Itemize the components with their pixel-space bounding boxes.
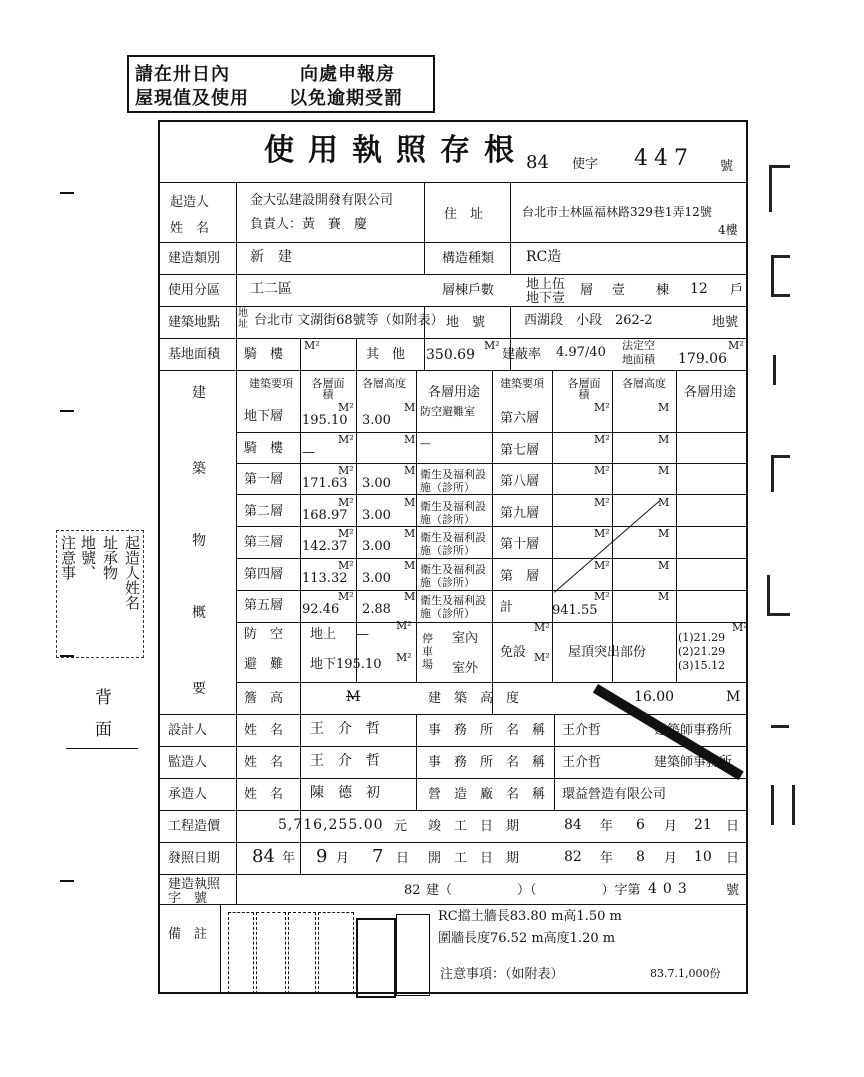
roof-label: 屋頂突出部份: [568, 645, 647, 660]
site-label: 建築地點: [168, 315, 221, 330]
stamp-line1: 請在卅日內: [135, 64, 230, 85]
stamp-line2: 屋現值及使用: [135, 88, 249, 109]
col-item: 建築要項: [249, 377, 293, 390]
units-count: 12: [690, 281, 708, 297]
ratio-value: 4.97/40: [556, 345, 606, 360]
lot-suffix: 地號: [712, 315, 739, 330]
roof-value-2: (2)21.29: [678, 645, 726, 658]
cost-value: 5,716,255.00: [278, 817, 384, 833]
right-margin-marks: [765, 155, 793, 855]
permit-build-number: 403: [648, 881, 693, 897]
seal-4: [318, 912, 354, 994]
contractor-label: 承造人: [168, 787, 208, 802]
arcade-label: 騎 樓: [244, 347, 284, 362]
complete-day: 21: [694, 817, 712, 833]
floor-name: 第四層: [244, 566, 284, 582]
permit-number: 447: [634, 146, 694, 171]
start-day: 10: [694, 849, 712, 865]
lot-value: 西湖段 小段 262-2: [524, 313, 653, 328]
back-note-2: 面: [95, 720, 112, 740]
contractor-company: 環益營造有限公司: [562, 787, 667, 802]
eave-value: M: [346, 689, 361, 705]
floor-height: 3.00: [362, 507, 391, 523]
permit-label: 建造執照: [168, 877, 221, 892]
floor-height: 2.88: [362, 602, 391, 617]
floor-name: 第一層: [244, 472, 284, 487]
floor-area: 113.32: [302, 570, 348, 586]
permit-prefix: 82: [404, 883, 421, 898]
structure-value: RC造: [526, 249, 562, 265]
floor-use: 衛生及福利設: [420, 562, 486, 576]
cost-label: 工程造價: [168, 819, 221, 834]
contractor-name: 陳 德 初: [310, 785, 380, 801]
area-label: 基地面積: [168, 347, 221, 362]
floors-below: 地下壹: [526, 291, 566, 306]
margin-mark: [60, 410, 74, 412]
height-label: 建 築 高 度: [428, 691, 520, 706]
form-title: 使用執照存根: [264, 133, 528, 168]
floor-name-right: 第六層: [500, 411, 540, 426]
floor-name: 騎 樓: [244, 440, 284, 456]
lot-label: 地 號: [446, 315, 486, 330]
start-month: 8: [636, 849, 645, 865]
print-info: 83.7.1,000份: [650, 967, 721, 980]
seal-2: [256, 912, 286, 994]
builder-address: 台北市士林區福林路329巷1弄12號: [522, 205, 712, 219]
strike-line: [554, 500, 660, 593]
floor-name: 第三層: [244, 535, 284, 550]
structure-label: 構造種類: [442, 251, 495, 266]
col-height: 各層高度: [362, 377, 406, 390]
builder-label: 起造人: [170, 195, 210, 210]
site-address-tag: 地址: [238, 308, 248, 330]
issue-month: 9: [316, 846, 328, 867]
supervisor-label: 監造人: [168, 755, 208, 770]
site-value: 台北市 文湖街68號等（如附表）: [254, 313, 444, 328]
complete-year: 84: [564, 817, 582, 833]
ratio-label: 建蔽率: [502, 347, 542, 362]
seal-3: [288, 912, 316, 994]
attention-note: 注意事項：（如附表）: [440, 967, 564, 982]
builder-rep: 負責人：黃 賽 慶: [250, 217, 368, 232]
floor-use: 衛生及福利設: [420, 499, 486, 513]
number-suffix: 號: [720, 159, 734, 174]
issue-year: 84: [252, 846, 275, 867]
issue-day: 7: [372, 846, 384, 867]
parking-label: 停車場: [422, 632, 433, 671]
complete-month: 6: [636, 817, 645, 833]
floor-name: 第五層: [244, 598, 284, 613]
floor-use: 衛生及福利設: [420, 468, 486, 481]
floor-area: 142.37: [302, 539, 348, 554]
floor-use: —: [420, 436, 431, 450]
roof-value-3: (3)15.12: [678, 659, 726, 672]
official-seal: [356, 918, 396, 998]
number-char: 使字: [572, 157, 599, 172]
floor-name-right: 第十層: [500, 537, 540, 552]
floor-use: 衛生及福利設: [420, 531, 486, 544]
type-value: 新 建: [250, 249, 292, 265]
floor-area: 171.63: [302, 476, 348, 491]
type-label: 建造類別: [168, 251, 221, 266]
floor-area: 92.46: [302, 602, 340, 617]
issue-label: 發照日期: [168, 851, 221, 866]
floor-name-right: 第 層: [500, 568, 540, 584]
shelter-below: 地下195.10: [310, 657, 382, 672]
col-use: 各層用途: [428, 385, 481, 400]
zone-value: 工二區: [250, 281, 292, 297]
floor-area: 195.10: [302, 413, 348, 428]
floor-name: 第二層: [244, 503, 284, 519]
designer-office: 王介哲: [562, 723, 602, 738]
floors-label: 層棟戶數: [442, 283, 495, 298]
floor-name-right: 第九層: [500, 505, 540, 521]
floor-area: —: [302, 444, 315, 460]
supervisor-name: 王 介 哲: [310, 753, 380, 769]
notes-label: 備 註: [168, 927, 208, 942]
designer-label: 設計人: [168, 723, 208, 738]
address-label: 住 址: [444, 207, 484, 222]
back-note-1: 背: [95, 688, 112, 708]
floor-height: 3.00: [362, 570, 391, 586]
builder-address-2: 4樓: [718, 223, 738, 237]
floor-height: 3.00: [362, 413, 391, 428]
other-value: 350.69: [426, 347, 475, 363]
supervisor-office: 王介哲: [562, 755, 602, 770]
builder-company: 金大弘建設開發有限公司: [250, 193, 394, 208]
parking-value: 免設: [500, 645, 527, 660]
floor-height: 3.00: [362, 539, 391, 554]
floor-name-right: 第七層: [500, 442, 540, 458]
floor-use: 衛生及福利設: [420, 594, 486, 607]
total-area: 941.55: [552, 603, 598, 618]
seal-1: [228, 912, 254, 994]
height-value: 16.00: [634, 689, 675, 705]
zone-label: 使用分區: [168, 283, 221, 298]
col-area: 各層面積: [311, 377, 345, 401]
builder-name-label: 姓 名: [170, 221, 210, 236]
designer-name: 王 介 哲: [310, 721, 380, 737]
side-stamp: 起造人姓名 址承物 地號、 注意事: [56, 530, 144, 658]
floor-use: 防空避難室: [420, 405, 475, 418]
margin-mark: [60, 192, 74, 194]
floor-name-right: 第八層: [500, 474, 540, 489]
floor-name-right: 計: [500, 600, 514, 615]
start-year: 82: [564, 849, 582, 865]
margin-line: [66, 748, 138, 749]
other-label: 其 他: [366, 347, 406, 362]
floor-area: 168.97: [302, 507, 348, 523]
retaining-wall: RC擋土牆長83.80 m高1.50 m: [438, 909, 622, 924]
number-prefix: 84: [526, 152, 549, 173]
floor-name: 地下層: [244, 409, 284, 424]
legal-open-area: 179.06: [678, 351, 727, 367]
fence-wall: 圍牆長度76.52 m高度1.20 m: [438, 931, 616, 946]
shelter-above: 地上: [310, 627, 337, 642]
floors-above: 地上伍: [526, 277, 566, 292]
roof-value-1: (1)21.29: [678, 631, 726, 644]
floor-height: 3.00: [362, 476, 391, 491]
margin-mark: [60, 880, 74, 882]
date-seal: [396, 914, 430, 996]
top-notice-stamp: 請在卅日內 向處申報房 屋現值及使用 以免逾期受罰: [127, 55, 435, 113]
permit-form: 使用執照存根 84 使字 447 號 起造人 姓 名 金大弘建設開發有限公司 負責人：黃 賽 慶 住 址 台北市士林區福林路329巷1弄12號 4樓 建造類別 新 建 構造種類 RC造 使用分區 工二區 層棟戶數 地上伍 地下壹 層 壹 棟 12 戶 建築地點 地址 台北市 文湖街68號等（如附表） 地 號 西湖段 小段 262-2 地號 基地面積 騎 樓 M² 其 他 350.69 M² 建蔽率 4.97/40 法定空 地面積 179.06 M² 建 築 物 概 要 建築要項 各層面積 各層高度 各層用途 建築要項 各層面積 各層高度 各層用途 地下層 195.10 M² 3.00 M 防空避難室 騎 樓 — M² M — 第一層 171.63 M² 3.00 M 衛生及福利設 施（診所） 第二層 168.97 M² 3.00 M 衛生及福利設 施（診所） 第三層 142.37 M² 3.00 M 衛生及福利設 施（診所） 第四層 113.32 M² 3.00 M 衛生及福利設 施（診所） 第五層 92.46 M² 2.88 M 衛生及福利設 施（診所） 第六層 M² M 第七層 M² M 第八層 M² M 第九層 M² M 第十層 M² M 第 層 M² M 計 M² M 941.55 防 空 避 難 地上 — 地下195.10 M² M² 停車場 室內 室外 免設 M² M² 屋頂突出部份 (1)21.29 (2)21.29 (3)15.12 M² 簷 高 M 建 築 高 度 16.00 M 設計人 姓 名 王 介 哲 事 務 所 名 稱 王介哲 建築師事務所 監造人 姓 名 王 介 哲 事 務 所 名 稱 王介哲 建築師事務所 承造人 姓 名 陳 德 初 營 造 廠 名 稱 環益營造有限公司 工程造價 5,716,255.00 元 竣 工 日 期 84 年 6 月 21 日 發照日期 84 年 9 月 7 日 開 工 日 期 82 年 8 月 10 日 建造執照 字 號 82 建（ ）（ ）字第 403 號 備 註 RC擋土牆長83.80 m高1.50 m 圍牆長度76.52 m高度1.20 m 注意事項：（如附表） 83.7.1,000份: [158, 120, 748, 994]
